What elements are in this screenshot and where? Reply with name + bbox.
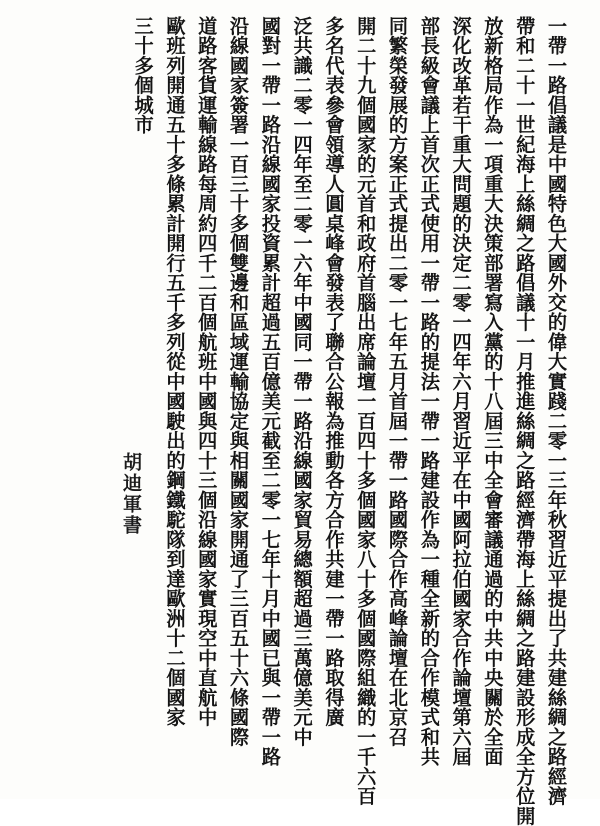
text-column: 放新格局作為一項重大決策部署寫入黨的十八屆三中全會審議通過的中共中央關於全面 <box>481 16 505 767</box>
calligraphy-text <box>127 16 572 826</box>
calligrapher-signature: 胡迪軍書 <box>120 452 142 536</box>
text-column: 三十多個城市 <box>131 16 155 135</box>
text-column: 道路客貨運輸線路每周約四千二百個航班中國與四十三個沿線國家實現空中直航中 <box>195 16 219 727</box>
text-column: 多名代表參會領導人圓桌峰會發表了聯合公報為推動各方合作共建一帶一路取得廣 <box>322 16 346 727</box>
text-column: 開二十九個國家的元首和政府首腦出席論壇一百四十多個國家八十多個國際組織的一千六百 <box>354 16 378 806</box>
text-column: 帶和二十一世紀海上絲綢之路倡議十一月推進絲綢之路經濟帶海上絲綢之路建設形成全方位開 <box>513 16 537 826</box>
text-column: 一帶一路倡議是中國特色大國外交的偉大實踐二零一三年秋習近平提出了共建絲綢之路經濟 <box>545 16 568 806</box>
text-column: 歐班列開通五十多條累計開行五千多列從中國駛出的鋼鐵駝隊到達歐洲十二個國家 <box>163 16 187 727</box>
text-column: 泛共識二零一四年至二零一六年中國同一帶一路沿線國家貿易總額超過三萬億美元中 <box>290 16 314 747</box>
text-column: 沿線國家簽署一百三十多個雙邊和區域運輸協定與相關國家開通了三百五十六條國際 <box>227 16 251 747</box>
text-column: 國對一帶一路沿線國家投資累計超過五百億美元截至二零一七年十月中國已與一帶一路 <box>258 16 282 767</box>
text-column: 同繁榮發展的方案正式提出二零一七年五月首屆一帶一路國際合作高峰論壇在北京召 <box>386 16 410 747</box>
text-column: 部長級會議上首次正式使用一帶一路的提法一帶一路建設作為一種全新的合作模式和共 <box>417 16 441 767</box>
text-column: 深化改革若干重大問題的決定二零一四年六月習近平在中國阿拉伯國家合作論壇第六屆 <box>449 16 473 767</box>
